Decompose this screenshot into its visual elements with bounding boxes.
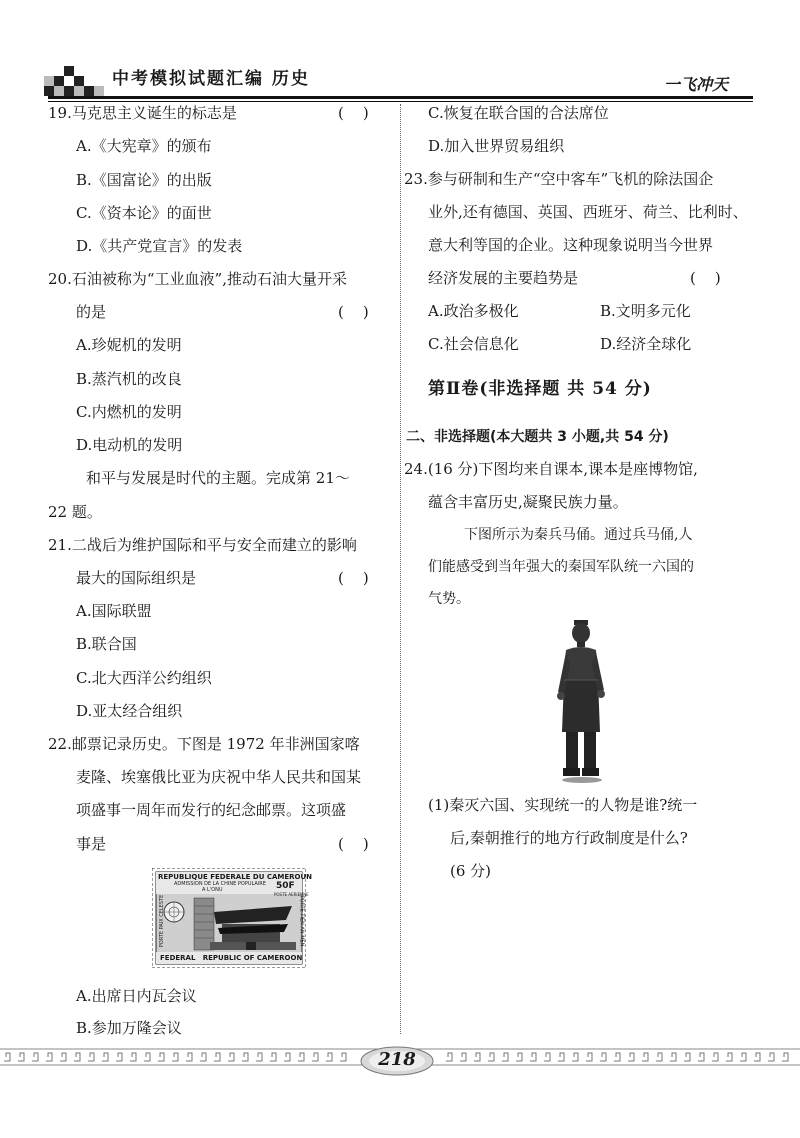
q24-intro-line1: 下图所示为秦兵马俑。通过兵马俑,人 <box>464 527 693 543</box>
q22-stem-line4: 事是 <box>76 835 107 853</box>
q22-option-a: A.出席日内瓦会议 <box>76 987 197 1005</box>
group-intro-line2: 22 题。 <box>48 503 102 521</box>
q24-sub1-line1: (1)秦灭六国、实现统一的人物是谁?统一 <box>428 796 698 814</box>
q19-option-c: C.《资本论》的面世 <box>76 204 212 222</box>
terracotta-warrior-image <box>552 620 612 784</box>
q21-option-c: C.北大西洋公约组织 <box>76 669 212 687</box>
stamp-subtitle: ADMISSION DE LA CHINE POPULAIRE <box>174 881 266 887</box>
header-rule <box>48 96 753 99</box>
stamp-air-post: POSTE AERIENNE <box>274 892 309 897</box>
stamp-value: 50F <box>276 881 295 891</box>
q20-option-c: C.内燃机的发明 <box>76 403 182 421</box>
section-title: 第Ⅱ卷(非选择题 共 54 分) <box>428 379 652 399</box>
q23-stem-line3: 意大利等国的企业。这种现象说明当今世界 <box>428 236 714 254</box>
q19-answer-paren: ( ) <box>338 104 369 122</box>
q20-stem-line2: 的是 <box>76 303 107 321</box>
header-title: 中考模拟试题汇编 历史 <box>112 69 310 89</box>
q22-option-b: B.参加万隆会议 <box>76 1019 182 1037</box>
q19-option-d: D.《共产党宣言》的发表 <box>76 237 243 255</box>
q22-option-d: D.加入世界贸易组织 <box>428 137 565 155</box>
q20-answer-paren: ( ) <box>338 303 369 321</box>
q24-stem-line2: 蕴含丰富历史,凝聚民族力量。 <box>428 493 628 511</box>
q23-stem-line4: 经济发展的主要趋势是 <box>428 269 579 287</box>
header-logo: 一飞冲天 <box>664 75 729 94</box>
q21-stem-line2: 最大的国际组织是 <box>76 569 197 587</box>
q23-option-d: D.经济全球化 <box>600 335 692 353</box>
q19-stem: 19.马克思主义诞生的标志是 <box>48 104 237 122</box>
q21-stem-line1: 21.二战后为维护国际和平与安全而建立的影响 <box>48 536 357 554</box>
q20-stem-line1: 20.石油被称为“工业血液”,推动石油大量开采 <box>48 270 347 288</box>
q23-stem-line1: 23.参与研制和生产“空中客车”飞机的除法国企 <box>404 170 714 188</box>
page-number: 218 <box>378 1049 416 1070</box>
q19-option-a: A.《大宪章》的颁布 <box>76 137 212 155</box>
q22-stem-line3: 项盛事一周年而发行的纪念邮票。这项盛 <box>76 801 347 819</box>
q21-answer-paren: ( ) <box>338 569 369 587</box>
q24-intro-line2: 们能感受到当年强大的秦国军队统一六国的 <box>428 559 694 575</box>
stamp-left-side-text: PORTE PAIX CELESTE <box>159 894 166 948</box>
q22-answer-paren: ( ) <box>338 835 369 853</box>
q23-answer-paren: ( ) <box>690 269 721 287</box>
stamp-top-text: REPUBLIQUE FEDERALE DU CAMEROUN <box>158 873 312 881</box>
q22-stem-line2: 麦隆、埃塞俄比亚为庆祝中华人民共和国某 <box>76 768 362 786</box>
stamp-right-side-text: PORTE TIEN AN MEN <box>298 895 305 947</box>
q20-option-a: A.珍妮机的发明 <box>76 336 182 354</box>
q21-option-a: A.国际联盟 <box>76 602 152 620</box>
stamp-subtitle2: A L'ONU <box>202 887 223 893</box>
header-rule-thin <box>48 101 753 102</box>
q24-intro-line3: 气势。 <box>428 591 470 607</box>
q20-option-d: D.电动机的发明 <box>76 436 183 454</box>
q24-stem-line1: 24.(16 分)下图均来自课本,课本是座博物馆, <box>404 460 698 478</box>
stamp-bottom-text: FEDERAL REPUBLIC OF CAMEROON <box>160 954 303 962</box>
q19-option-b: B.《国富论》的出版 <box>76 171 212 189</box>
q23-option-b: B.文明多元化 <box>600 302 691 320</box>
subsection-title: 二、非选择题(本大题共 3 小题,共 54 分) <box>406 429 669 445</box>
column-divider <box>400 104 401 1034</box>
q23-option-c: C.社会信息化 <box>428 335 519 353</box>
q24-sub1-line2: 后,秦朝推行的地方行政制度是什么? <box>450 829 688 847</box>
q22-stem-line1: 22.邮票记录历史。下图是 1972 年非洲国家喀 <box>48 735 360 753</box>
q20-option-b: B.蒸汽机的改良 <box>76 370 182 388</box>
header-checker-decoration <box>44 66 104 96</box>
q23-option-a: A.政治多极化 <box>428 302 519 320</box>
stamp-image <box>152 868 312 968</box>
q24-sub1-line3: (6 分) <box>450 862 492 880</box>
q21-option-d: D.亚太经合组织 <box>76 702 183 720</box>
q21-option-b: B.联合国 <box>76 635 137 653</box>
q22-option-c: C.恢复在联合国的合法席位 <box>428 104 609 122</box>
q23-stem-line2: 业外,还有德国、英国、西班牙、荷兰、比利时、 <box>428 203 748 221</box>
group-intro-line1: 和平与发展是时代的主题。完成第 21～ <box>86 469 350 487</box>
